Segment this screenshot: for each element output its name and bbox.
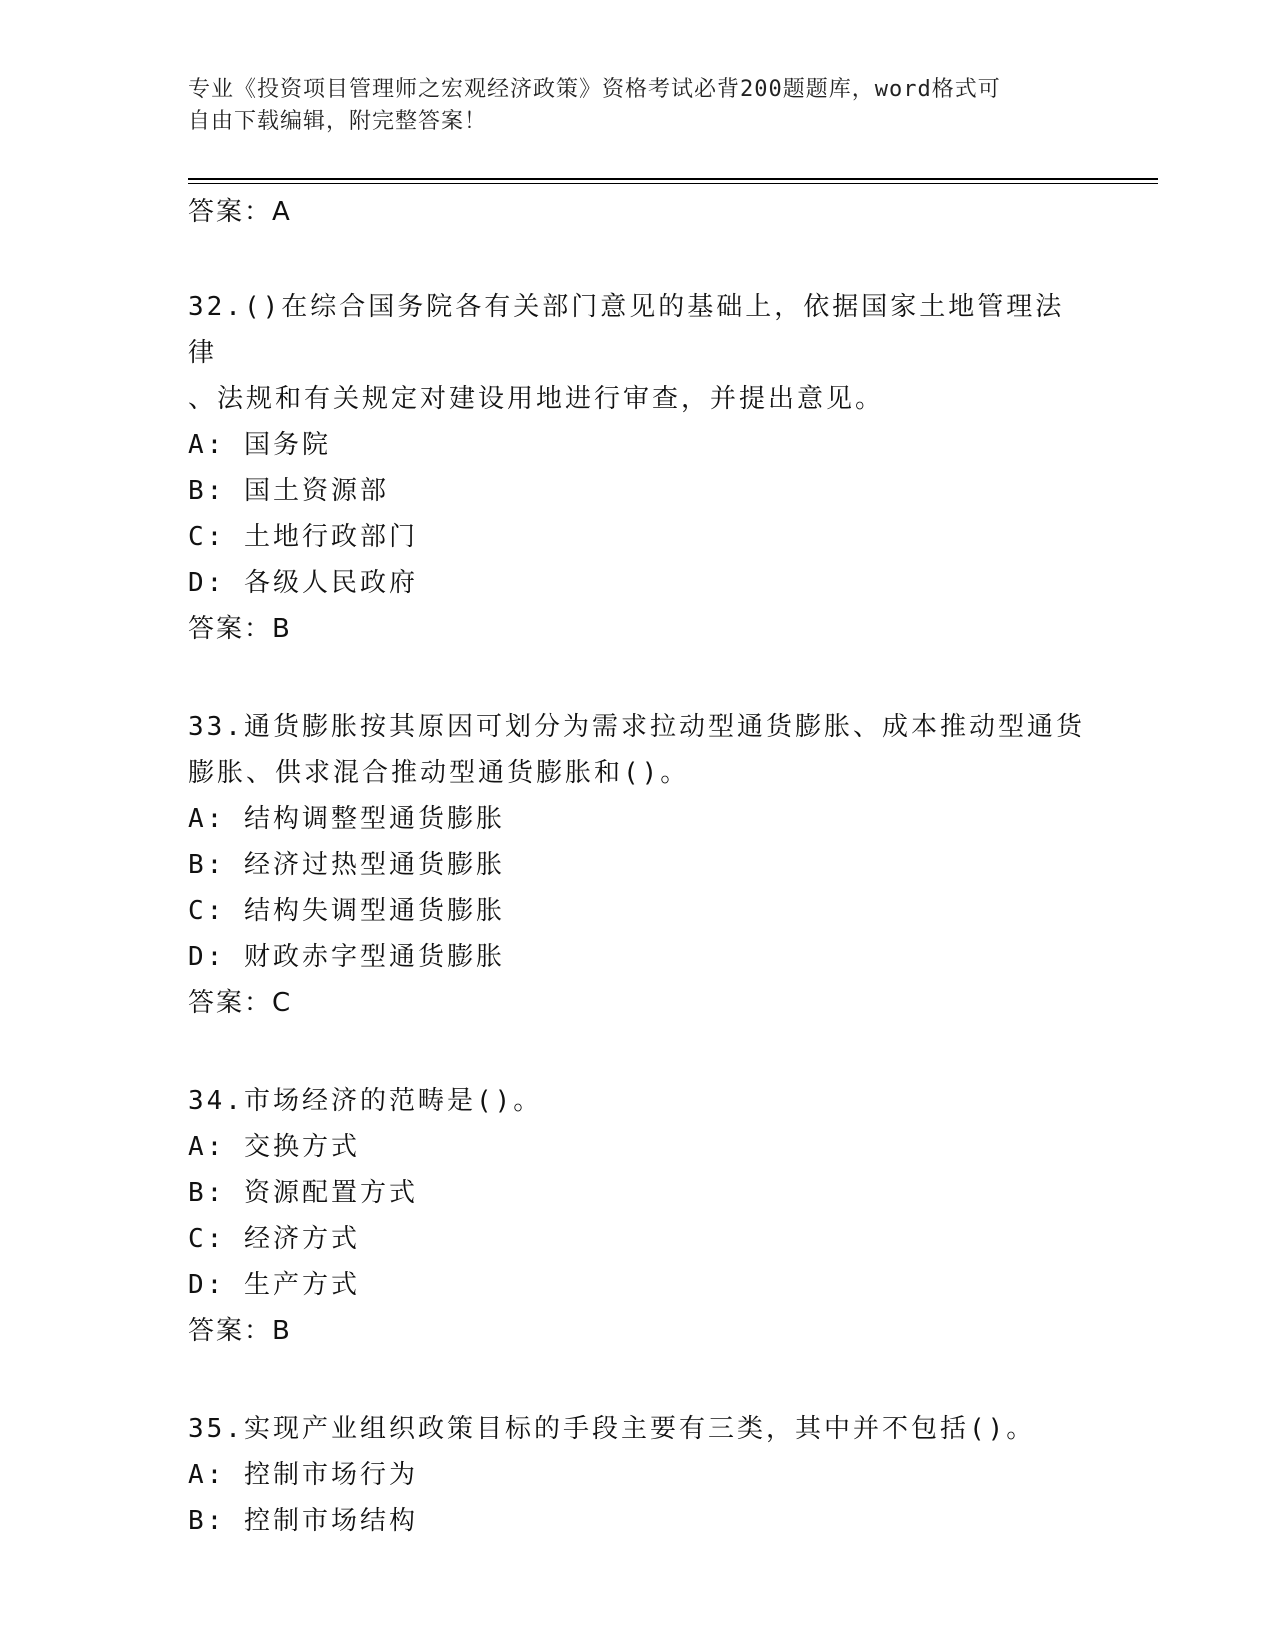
option-b: B: 资源配置方式 — [188, 1178, 418, 1208]
option-a: A: 控制市场行为 — [188, 1460, 418, 1490]
answer: 答案：C — [188, 988, 293, 1018]
answer: 答案：B — [188, 1316, 292, 1346]
option-d: D: 财政赤字型通货膨胀 — [188, 942, 505, 972]
question-32 — [188, 284, 1088, 652]
answer-31: 答案：A — [188, 197, 292, 227]
header-rule-thick — [188, 178, 1158, 180]
question-34 — [188, 1078, 1088, 1354]
header-line-1: 专业《投资项目管理师之宏观经济政策》资格考试必背200题题库，word格式可 — [188, 77, 1001, 102]
question-text: 34.市场经济的范畴是()。 — [188, 1086, 543, 1116]
option-a: A: 国务院 — [188, 430, 331, 460]
question-text: 35.实现产业组织政策目标的手段主要有三类，其中并不包括()。 — [188, 1414, 1036, 1444]
question-list — [188, 192, 1088, 1544]
question-text: 、法规和有关规定对建设用地进行审查，并提出意见。 — [188, 384, 885, 414]
option-a: A: 交换方式 — [188, 1132, 360, 1162]
option-d: D: 生产方式 — [188, 1270, 360, 1300]
question-text: 膨胀、供求混合推动型通货膨胀和()。 — [188, 758, 690, 788]
question-text: 33.通货膨胀按其原因可划分为需求拉动型通货膨胀、成本推动型通货 — [188, 712, 1085, 742]
option-d: D: 各级人民政府 — [188, 568, 418, 598]
option-b: B: 国土资源部 — [188, 476, 389, 506]
option-a: A: 结构调整型通货膨胀 — [188, 804, 505, 834]
question-text: 32.()在综合国务院各有关部门意见的基础上，依据国家土地管理法律 — [188, 292, 1065, 368]
page-header — [188, 74, 1088, 138]
question-33 — [188, 704, 1088, 1026]
option-b: B: 控制市场结构 — [188, 1506, 418, 1536]
option-c: C: 结构失调型通货膨胀 — [188, 896, 505, 926]
header-line-2: 自由下载编辑，附完整答案！ — [188, 109, 488, 134]
answer: 答案：B — [188, 614, 292, 644]
option-c: C: 经济方式 — [188, 1224, 360, 1254]
header-rule-thin — [188, 183, 1158, 184]
option-c: C: 土地行政部门 — [188, 522, 418, 552]
question-35 — [188, 1406, 1088, 1544]
option-b: B: 经济过热型通货膨胀 — [188, 850, 505, 880]
